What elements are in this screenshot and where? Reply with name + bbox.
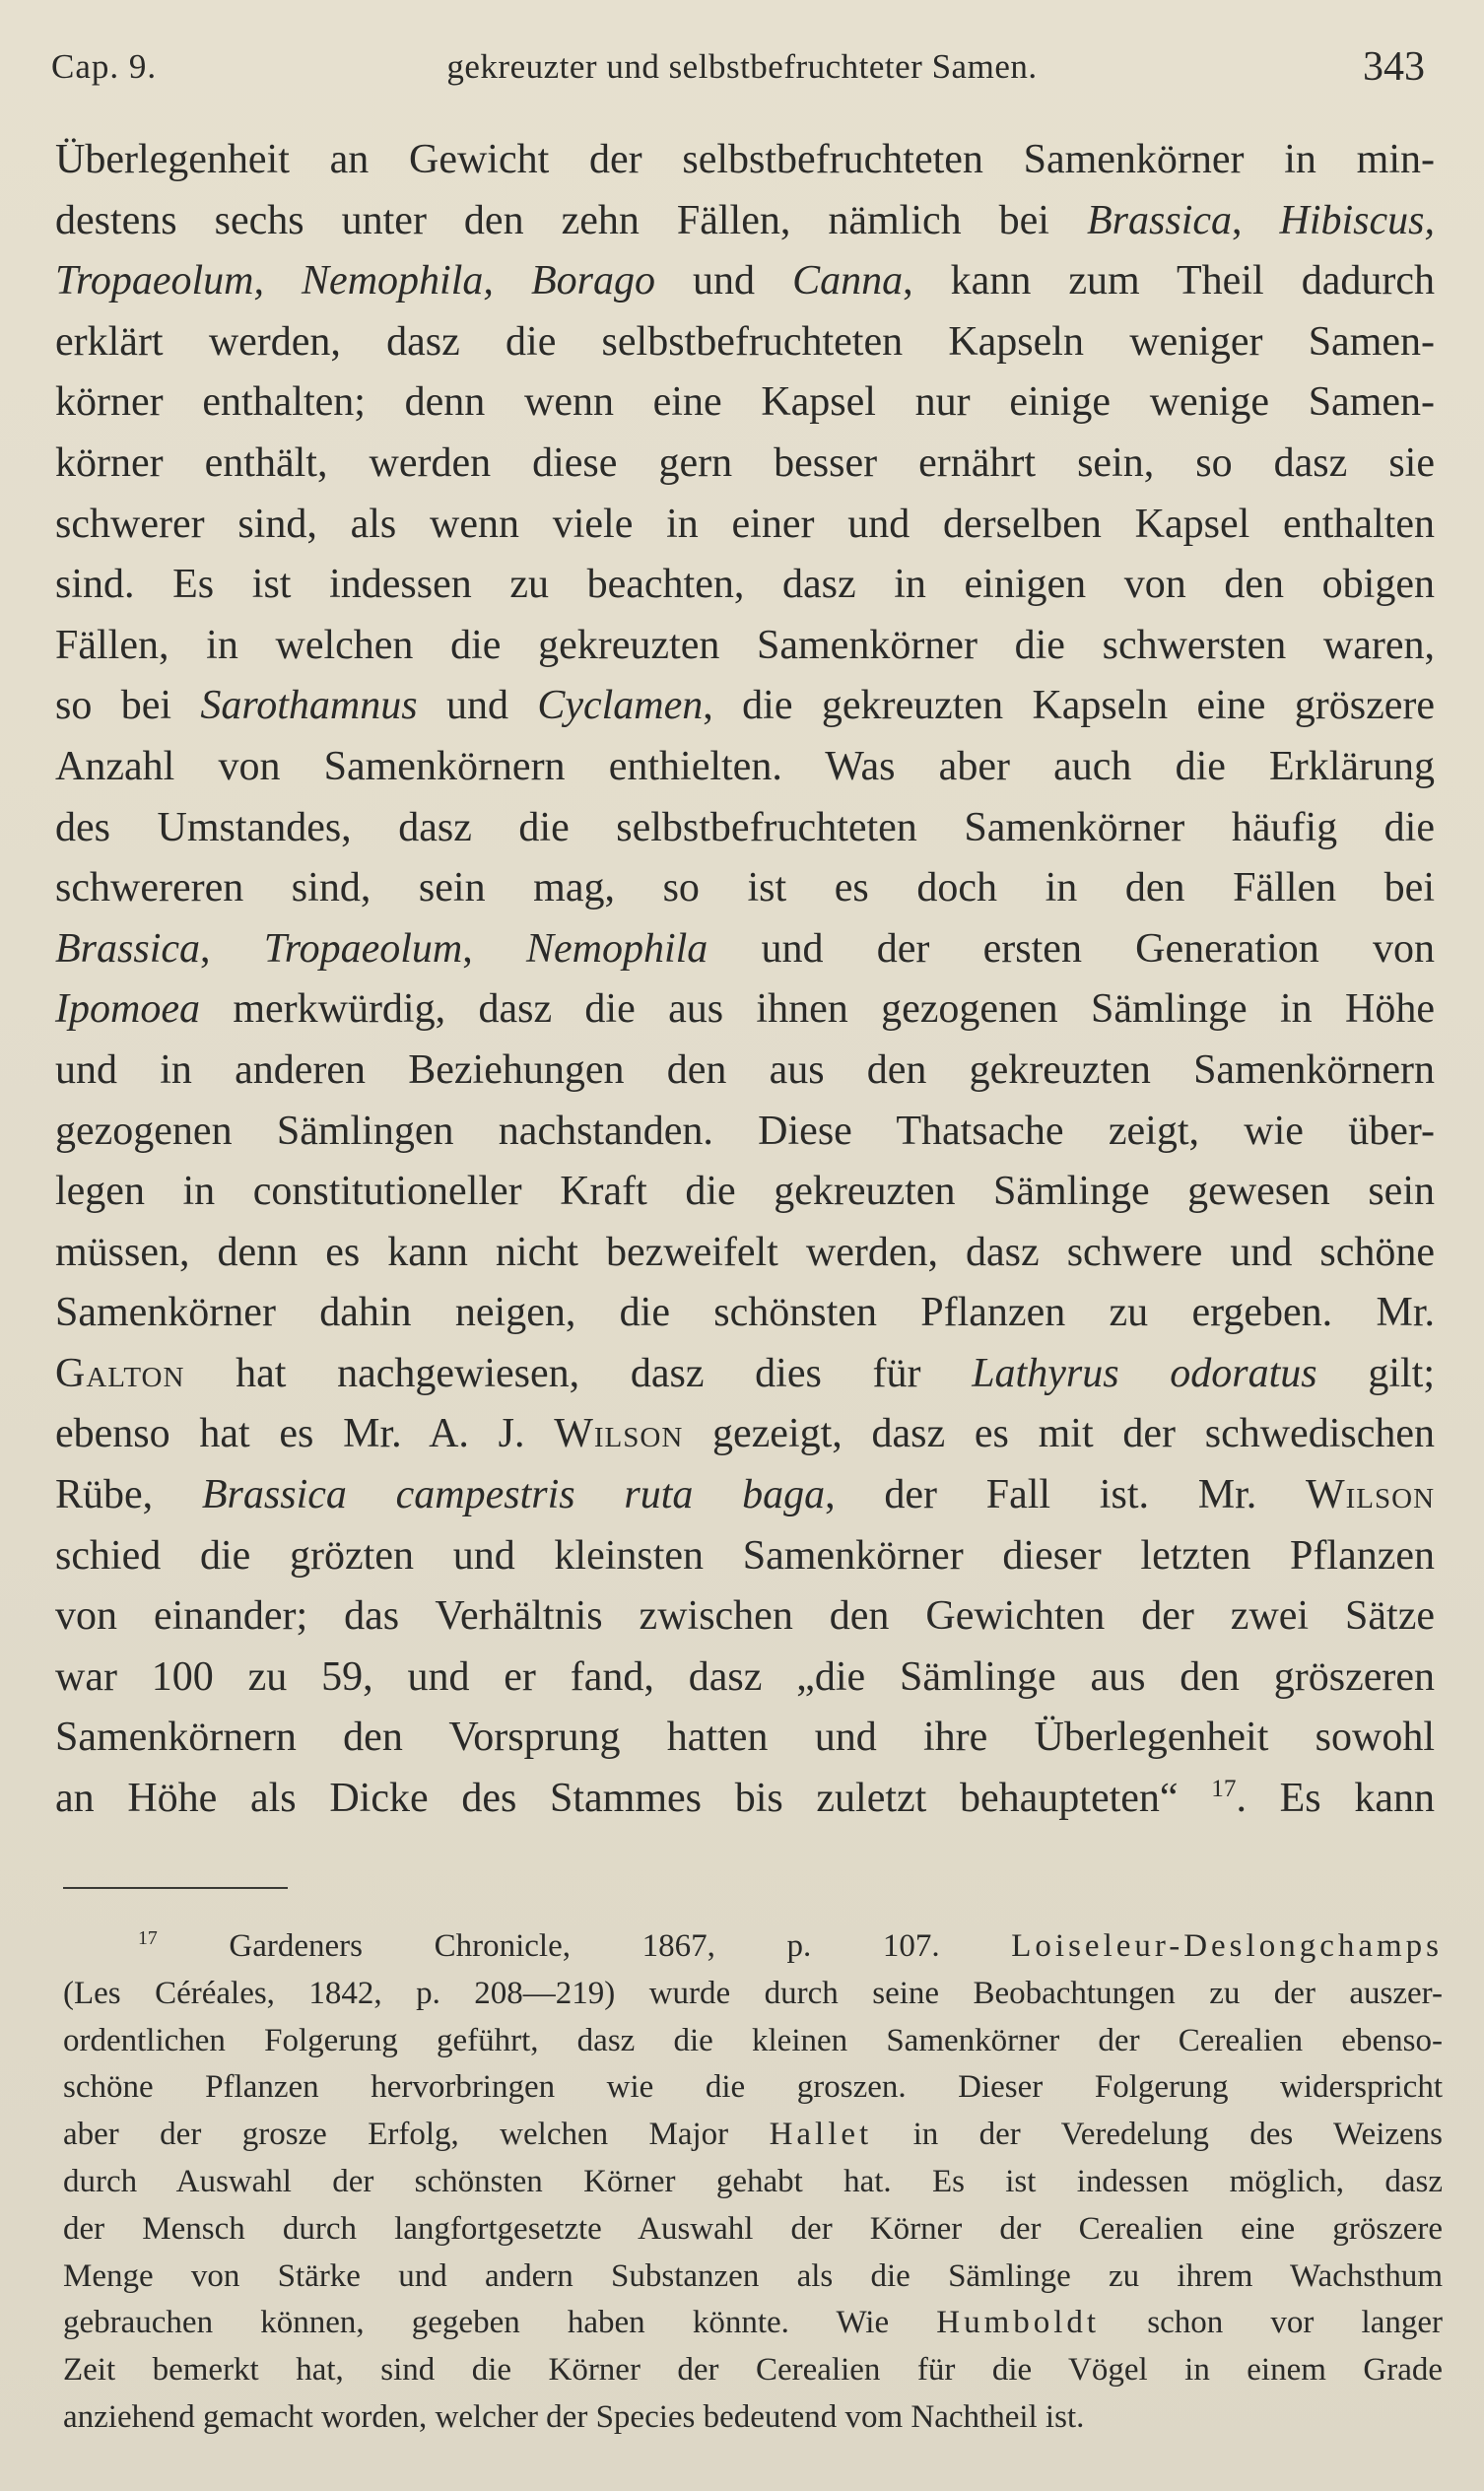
person-name: Wilson — [554, 1411, 684, 1457]
footnote-ref: 17 — [138, 1927, 158, 1950]
text-line: körner enthält, werden diese gern besser ernährt sein, so dasz sie — [55, 439, 1435, 486]
text-line: körner enthalten; denn wenn eine Kapsel nur einige wenige Samen- — [55, 379, 1435, 426]
footnote-separator — [63, 1887, 288, 1889]
text-line: gezogenen Sämlingen nachstanden. Diese Thatsache zeigt, wie über- — [55, 1108, 1435, 1154]
italic-term: Brassica campestris ruta baga — [201, 1472, 826, 1518]
text-line: Ipomoea merkwürdig, dasz die aus ihnen gezogenen Sämlinge in Höhe — [55, 986, 1435, 1033]
footnote-block — [63, 1923, 1443, 2442]
person-name: Galton — [55, 1350, 185, 1396]
footnote-line: schöne Pflanzen hervorbringen wie die groszen. Dieser Folgerung widerspricht — [63, 2069, 1443, 2106]
italic-term: Nemophila — [525, 925, 708, 972]
footnote-line: anziehend gemacht worden, welcher der Species bedeutend vom Nachtheil ist. — [63, 2398, 1085, 2435]
text-line: so bei Sarothamnus und Cyclamen, die gekreuzten Kapseln eine gröszere — [55, 683, 1436, 729]
text-line: ebenso hat es Mr. A. J. Wilson gezeigt, dasz es mit der schwedischen — [55, 1411, 1435, 1457]
person-name: Wilson — [1305, 1472, 1436, 1518]
italic-term: Lathyrus odoratus — [972, 1350, 1317, 1396]
italic-term: Tropaeolum — [263, 925, 463, 972]
spaced-name: Loiseleur-Deslongchamps — [1011, 1928, 1443, 1964]
text-line: des Umstandes, dasz die selbstbefruchteten Samenkörner häufig die — [55, 804, 1435, 850]
text-line: Samenkörner dahin neigen, die schönsten Pflanzen zu ergeben. Mr. — [55, 1290, 1435, 1336]
text-line: von einander; das Verhältnis zwischen den Gewichten der zwei Sätze — [55, 1593, 1435, 1640]
running-title: gekreuzter und selbstbefruchteter Samen. — [446, 47, 1038, 86]
text-line: Galton hat nachgewiesen, dasz dies für Lathyrus odoratus gilt; — [55, 1350, 1435, 1396]
main-text-block — [55, 130, 1435, 1830]
footnote-line: aber der grosze Erfolg, welchen Major Hallet in der Veredelung des Weizens — [63, 2117, 1444, 2153]
text-line: schwereren sind, sein mag, so ist es doch in den Fällen bei — [55, 865, 1435, 911]
footnote-line: (Les Céréales, 1842, p. 208—219) wurde durch seine Beobachtungen zu der auszer- — [63, 1975, 1443, 2011]
page-number: 343 — [1363, 44, 1425, 90]
text-line: schied die grözten und kleinsten Samenkörner dieser letzten Pflanzen — [55, 1532, 1435, 1579]
text-line: müssen, denn es kann nicht bezweifelt werden, dasz schwere und schöne — [55, 1229, 1435, 1275]
footnote-line: der Mensch durch langfortgesetzte Auswahl der Körner der Cerealien eine gröszere — [63, 2210, 1443, 2247]
text-line: an Höhe als Dicke des Stammes bis zuletzt behaupteten“ $^{17}$. Es kann — [55, 1775, 1435, 1822]
italic-term: Hibiscus, — [1279, 197, 1436, 243]
running-header — [51, 43, 1433, 97]
footnote-line: Menge von Stärke und andern Substanzen als die Sämlinge zu ihrem Wachsthum — [63, 2257, 1443, 2294]
italic-term: Canna — [792, 258, 904, 304]
italic-term: Sarothamnus — [200, 683, 418, 729]
spaced-name: Humboldt — [936, 2305, 1101, 2341]
text-line: Rübe, Brassica campestris ruta baga, der Fall ist. Mr. Wilson — [55, 1472, 1436, 1518]
text-line: Anzahl von Samenkörnern enthielten. Was aber auch die Erklärung — [55, 743, 1435, 789]
text-line: Fällen, in welchen die gekreuzten Samenkörner die schwersten waren, — [55, 622, 1435, 668]
footnote-line: gebrauchen können, gegeben haben könnte. Wie Humboldt schon vor langer — [63, 2305, 1443, 2341]
text-line: erklärt werden, dasz die selbstbefruchteten Kapseln weniger Samen- — [55, 318, 1435, 365]
footnote-line: $^{17}$ Gardeners Chronicle, 1867, p. 107. Loiseleur-Deslongchamps — [138, 1927, 1443, 1964]
text-line: sind. Es ist indessen zu beachten, dasz in einigen von den obigen — [55, 562, 1435, 608]
text-line: war 100 zu 59, und er fand, dasz „die Sämlinge aus den gröszeren — [55, 1653, 1435, 1700]
italic-term: Brassica — [1087, 197, 1232, 243]
italic-term: Cyclamen — [537, 683, 704, 729]
text-line: destens sechs unter den zehn Fällen, nämlich bei Brassica, Hibiscus, — [55, 197, 1436, 243]
italic-term: Brassica — [55, 925, 200, 972]
italic-term: Ipomoea — [55, 986, 200, 1033]
footnote-line: Zeit bemerkt hat, sind die Körner der Cerealien für die Vögel in einem Grade — [63, 2352, 1443, 2389]
footnote-line: durch Auswahl der schönsten Körner gehabt hat. Es ist indessen möglich, dasz — [63, 2163, 1443, 2199]
text-line: Samenkörnern den Vorsprung hatten und ihre Überlegenheit sowohl — [55, 1715, 1435, 1761]
text-line: Brassica, Tropaeolum, Nemophila und der ersten Generation von — [55, 925, 1436, 972]
text-line: legen in constitutioneller Kraft die gekreuzten Sämlinge gewesen sein — [55, 1169, 1435, 1215]
footnote-line: ordentlichen Folgerung geführt, dasz die kleinen Samenkörner der Cerealien ebenso- — [63, 2022, 1443, 2058]
text-line: schwerer sind, als wenn viele in einer und derselben Kapsel enthalten — [55, 501, 1435, 547]
chapter-label: Cap. 9. — [51, 47, 158, 86]
spaced-name: Hallet — [769, 2117, 873, 2153]
text-line: und in anderen Beziehungen den aus den gekreuzten Samenkörnern — [55, 1046, 1435, 1093]
footnote-ref: 17 — [1211, 1775, 1237, 1802]
italic-term: Tropaeolum, Nemophila, Borago — [55, 258, 655, 304]
text-line: Tropaeolum, Nemophila, Borago und Canna, kann zum Theil dadurch — [55, 258, 1435, 304]
text-line: Überlegenheit an Gewicht der selbstbefruchteten Samenkörner in min- — [55, 137, 1435, 182]
